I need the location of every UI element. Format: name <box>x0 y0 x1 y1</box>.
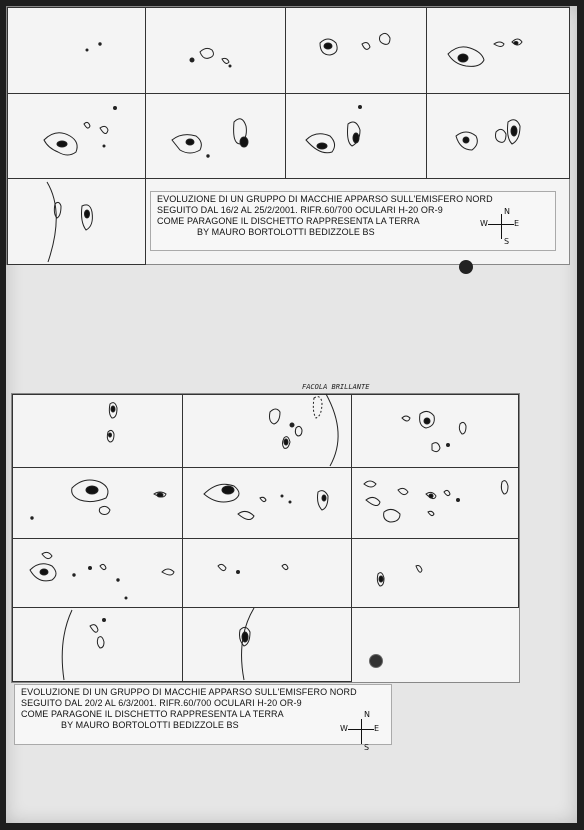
compass-east: E <box>374 724 380 733</box>
compass-axis-we <box>488 224 514 225</box>
caption-bottom-line-4: BY MAURO BORTOLOTTI BEDIZZOLE BS <box>61 720 239 730</box>
caption-top-line-1: EVOLUZIONE DI UN GRUPPO DI MACCHIE APPARSO SULL'EMISFERO NORD <box>157 194 493 204</box>
compass-south: S <box>364 743 370 752</box>
earth-comparison-disc-bottom <box>369 654 383 668</box>
caption-top-line-3: COME PARAGONE IL DISCHETTO RAPPRESENTA LA TERRA <box>157 216 420 226</box>
compass-axis-ns <box>501 214 502 239</box>
compass-axis-we <box>348 729 374 730</box>
compass-west: W <box>480 219 488 228</box>
compass-rose-bottom <box>340 710 380 752</box>
caption-top-line-2: SEGUITO DAL 16/2 AL 25/2/2001. RIFR.60/700 OCULARI H-20 OR-9 <box>157 205 443 215</box>
earth-comparison-disc-top <box>459 260 473 274</box>
compass-rose-top <box>480 207 520 247</box>
compass-axis-ns <box>361 719 362 744</box>
compass-west: W <box>340 724 348 733</box>
compass-south: S <box>504 237 510 246</box>
caption-bottom-line-2: SEGUITO DAL 20/2 AL 6/3/2001. RIFR.60/700 OCULARI H-20 OR-9 <box>21 698 302 708</box>
caption-top-line-4: BY MAURO BORTOLOTTI BEDIZZOLE BS <box>197 227 375 237</box>
compass-north: N <box>504 207 510 216</box>
caption-bottom-line-1: EVOLUZIONE DI UN GRUPPO DI MACCHIE APPARSO SULL'EMISFERO NORD <box>21 687 357 697</box>
compass-east: E <box>514 219 520 228</box>
compass-north: N <box>364 710 370 719</box>
annotation-bright-facula: FACOLA BRILLANTE <box>302 383 370 391</box>
caption-bottom <box>14 684 392 745</box>
caption-bottom-line-3: COME PARAGONE IL DISCHETTO RAPPRESENTA LA TERRA <box>21 709 284 719</box>
